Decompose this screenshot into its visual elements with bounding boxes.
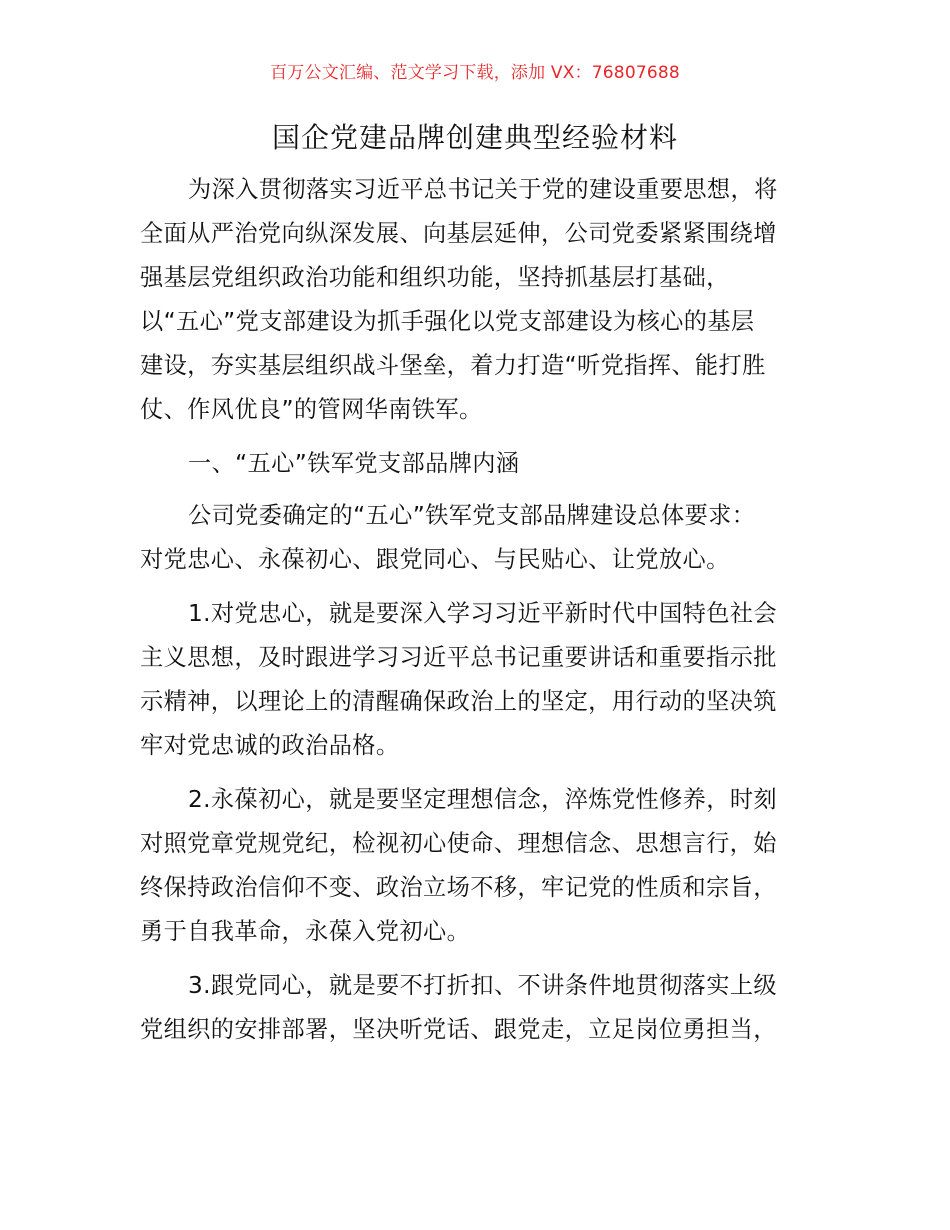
text-line: 勇于自我革命，永葆入党初心。 [140,918,471,945]
text-line: 建设，夯实基层组织战斗堡垒，着力打造“听党指挥、能打胜 [140,352,766,379]
text-line: 牢对党忠诚的政治品格。 [140,732,400,759]
point-3-paragraph [140,964,820,1052]
text-line: 强基层党组织政治功能和组织功能，坚持抓基层打基础， [140,264,730,291]
text-line: 主义思想，及时跟进学习习近平总书记重要讲话和重要指示批 [140,644,777,671]
text-line: 仗、作风优良”的管网华南铁军。 [140,396,483,423]
document-body [140,168,820,1062]
text-line: 以“五心”党支部建设为抓手强化以党支部建设为核心的基层 [140,308,755,335]
document-title: 国企党建品牌创建典型经验材料 [271,121,678,154]
text-line: 终保持政治信仰不变、政治立场不移，牢记党的性质和宗旨， [140,874,777,901]
text-line: 全面从严治党向纵深发展、向基层延伸，公司党委紧紧围绕增 [140,220,777,247]
requirements-paragraph [140,494,820,582]
text-line: 对党忠心、永葆初心、跟党同心、与民贴心、让党放心。 [140,546,730,573]
text-line: 1.对党忠心，就是要深入学习习近平新时代中国特色社会 [188,600,778,627]
point-2-paragraph [140,778,820,954]
text-line: 3.跟党同心，就是要不打折扣、不讲条件地贯彻落实上级 [188,972,778,999]
text-line: 对照党章党规党纪，检视初心使命、理想信念、思想言行，始 [140,830,777,857]
header-note: 百万公文汇编、范文学习下载，添加 VX：76807688 [270,63,680,83]
text-line: 党组织的安排部署，坚决听党话、跟党走，立足岗位勇担当， [140,1016,777,1043]
text-line: 示精神，以理论上的清醒确保政治上的坚定，用行动的坚决筑 [140,688,777,715]
text-line: 公司党委确定的“五心”铁军党支部品牌建设总体要求： [188,502,756,529]
intro-paragraph [140,168,820,432]
text-line: 一、“五心”铁军党支部品牌内涵 [188,450,520,477]
text-line: 2.永葆初心，就是要坚定理想信念，淬炼党性修养，时刻 [188,786,778,813]
text-line: 为深入贯彻落实习近平总书记关于党的建设重要思想，将 [188,176,778,203]
section-heading [140,442,820,486]
point-1-paragraph [140,592,820,768]
